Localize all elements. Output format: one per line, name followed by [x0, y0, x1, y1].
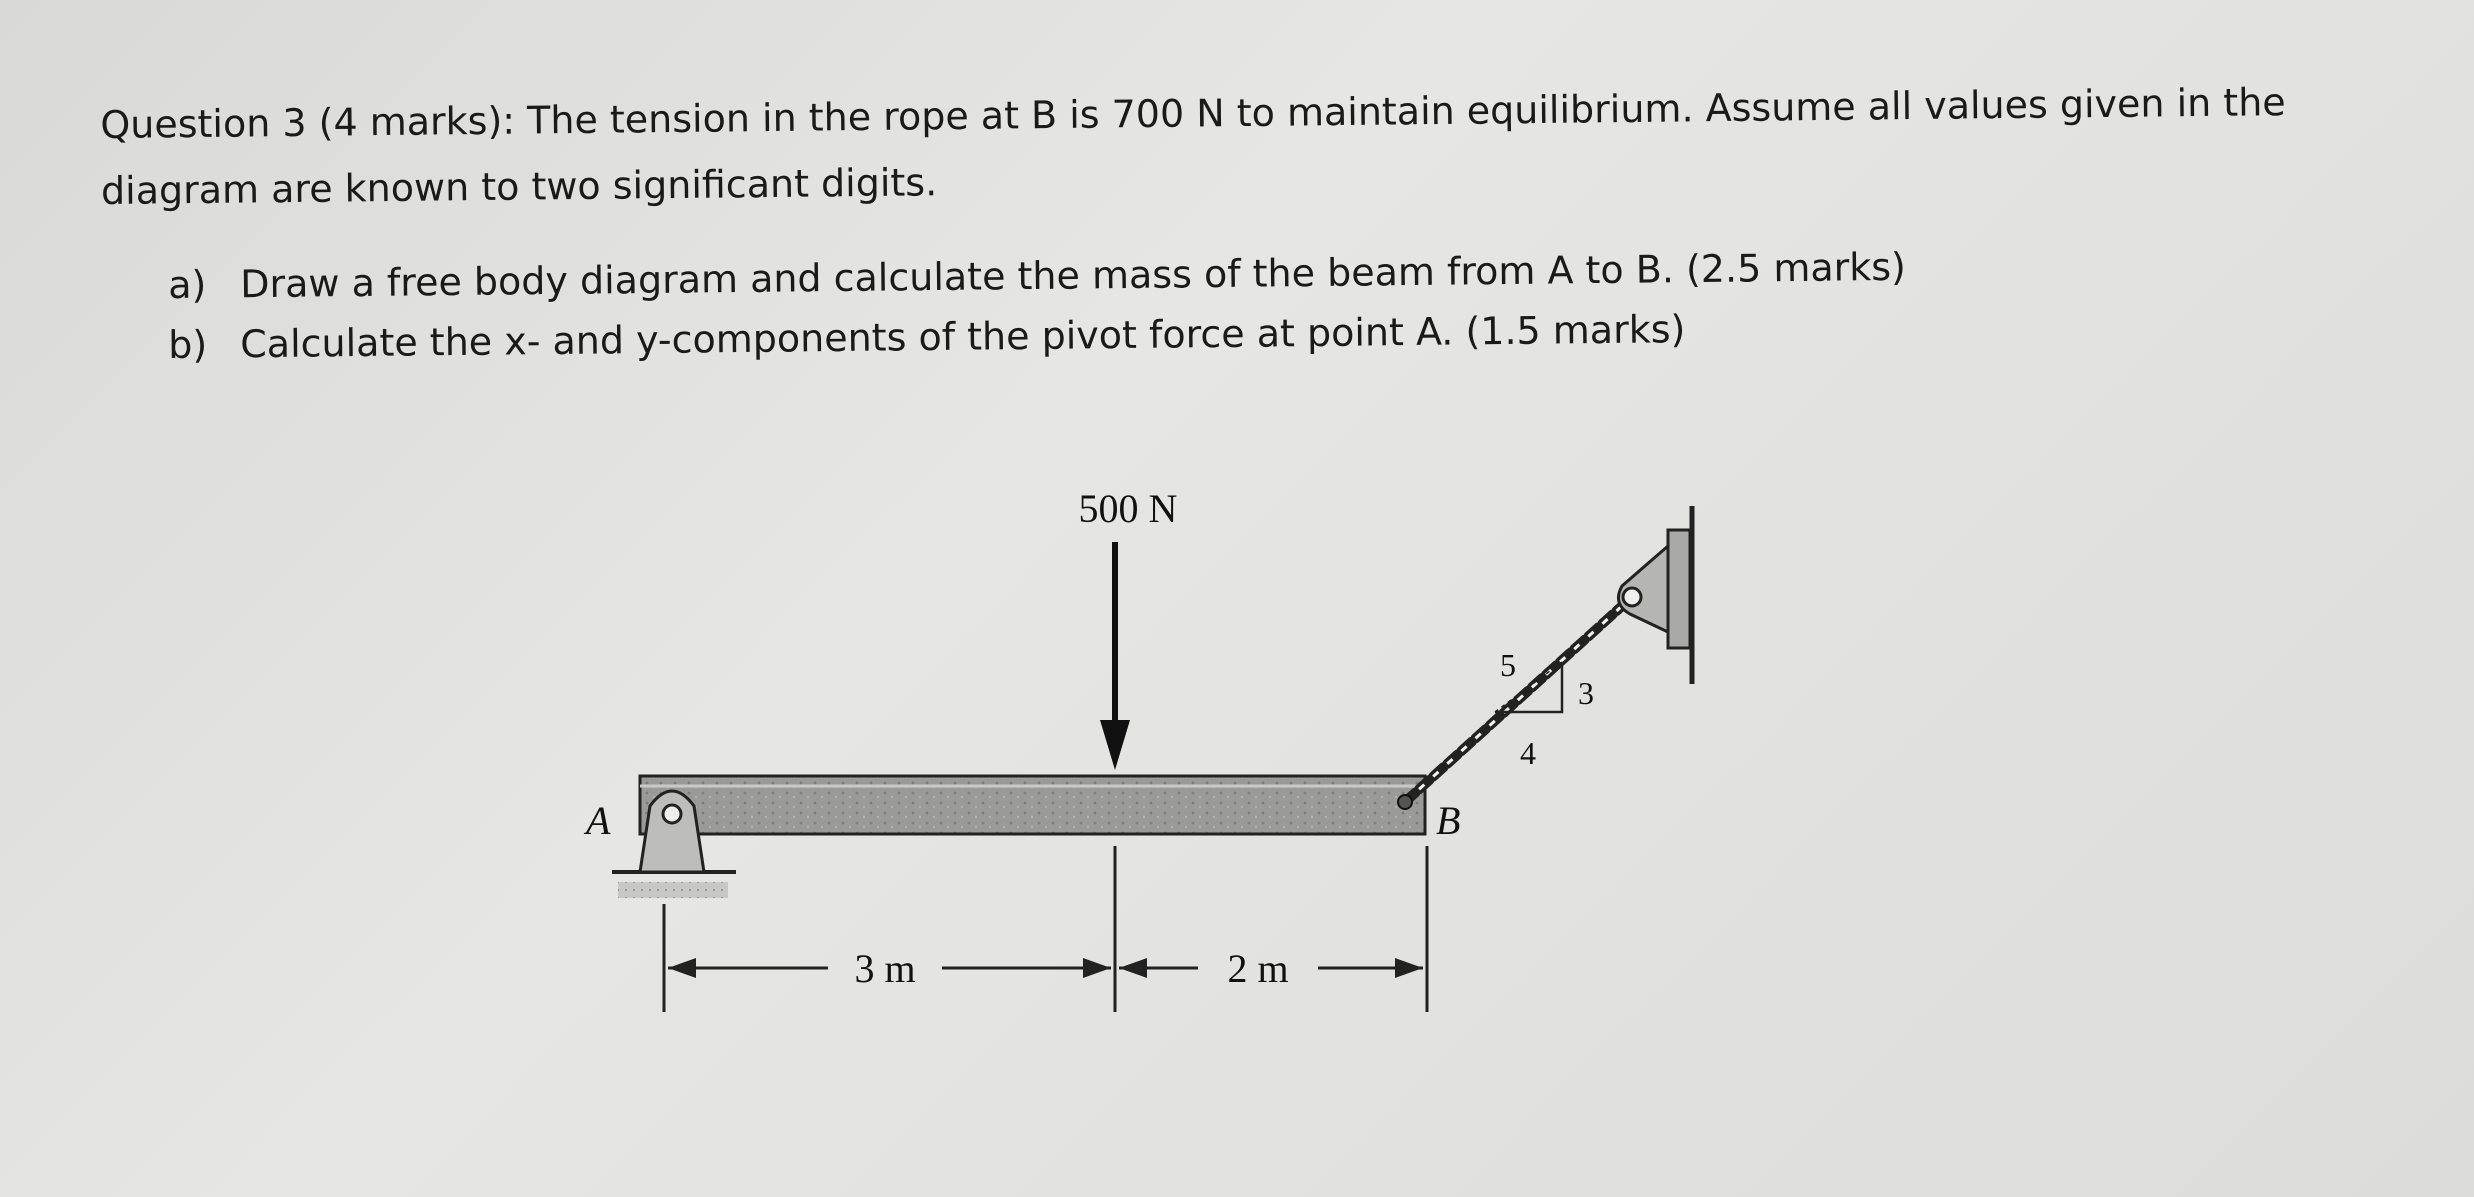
part-a-tag: a)	[168, 262, 207, 307]
force-label: 500 N	[1078, 486, 1178, 531]
dimension-lines	[664, 846, 1427, 1012]
label-b: B	[1436, 798, 1461, 843]
dim-left-label: 3 m	[854, 946, 916, 991]
part-b-tag: b)	[168, 322, 208, 367]
slope-rise: 3	[1578, 675, 1594, 711]
slope-hyp: 5	[1500, 647, 1516, 683]
part-b-text: Calculate the x- and y-components of the pivot force at point A. (1.5 marks)	[240, 307, 1686, 367]
question-heading: Question 3 (4 marks): The tension in the rope at B is 700 N to maintain equilibrium. Assume all values given in the diagram are known to two significant digits.	[100, 80, 2286, 213]
slope-run: 4	[1520, 735, 1536, 771]
wall-bracket	[1618, 506, 1692, 684]
dim-right-label: 2 m	[1227, 946, 1289, 991]
label-a: A	[586, 798, 611, 843]
part-a-text: Draw a free body diagram and calculate the mass of the beam from A to B. (2.5 marks)	[240, 244, 1907, 307]
